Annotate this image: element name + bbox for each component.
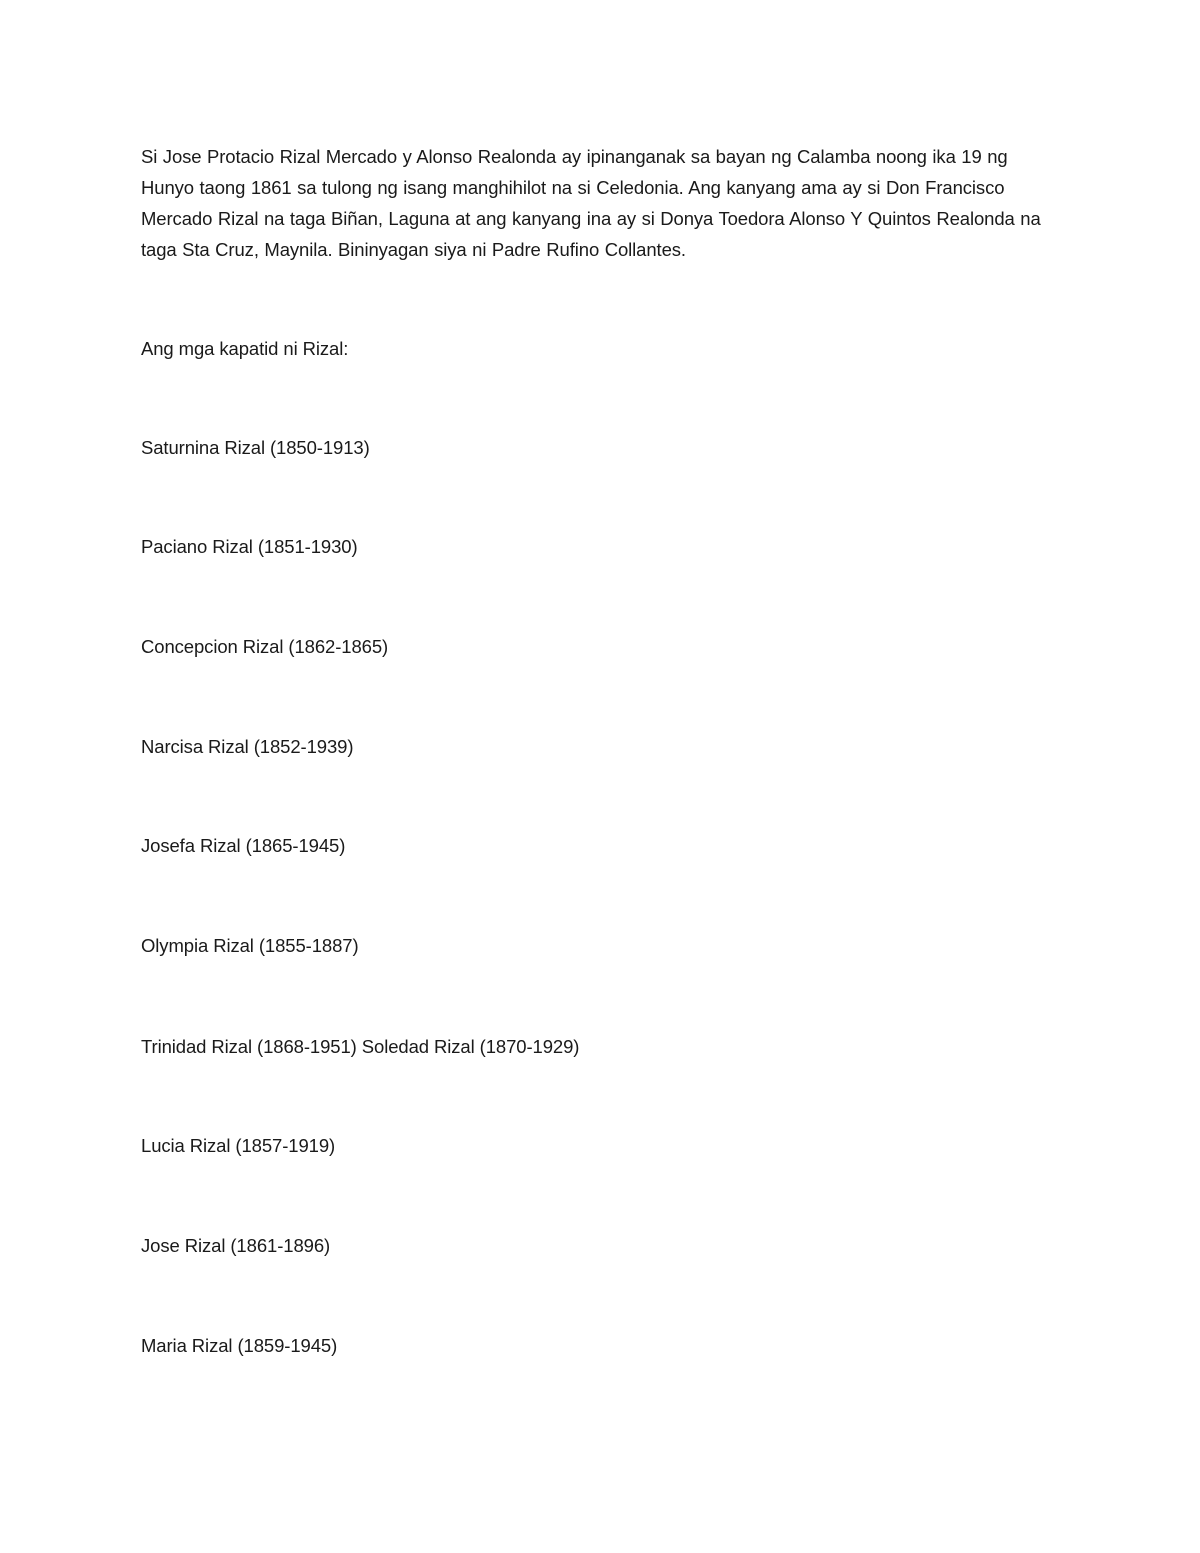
sibling-entry: Josefa Rizal (1865-1945): [141, 835, 346, 856]
intro-paragraph: Si Jose Protacio Rizal Mercado y Alonso Realonda ay ipinanganak sa bayan ng Calamba noong ika 19 ng Hunyo taong 1861 sa tulong ng isang manghihilot na si Celedonia. Ang kanyang ama ay si Don Francisco Mercado Rizal na taga Biñan, Laguna at ang kanyang ina ay si Donya Toedora Alonso Y Quintos Realonda na taga Sta Cruz, Maynila. Bininyagan siya ni Padre Rufino Collantes.: [141, 146, 1041, 260]
sibling-entry: Jose Rizal (1861-1896): [141, 1235, 331, 1256]
sibling-entry: Maria Rizal (1859-1945): [141, 1335, 338, 1356]
sibling-entry: Olympia Rizal (1855-1887): [141, 935, 359, 956]
siblings-heading: Ang mga kapatid ni Rizal:: [141, 338, 349, 359]
sibling-entry: Concepcion Rizal (1862-1865): [141, 636, 389, 657]
sibling-entry: Paciano Rizal (1851-1930): [141, 536, 358, 557]
sibling-entry: Saturnina Rizal (1850-1913): [141, 437, 370, 458]
sibling-entry: Lucia Rizal (1857-1919): [141, 1135, 336, 1156]
sibling-entry: Narcisa Rizal (1852-1939): [141, 736, 354, 757]
sibling-entry: Trinidad Rizal (1868-1951) Soledad Rizal (1870-1929): [141, 1036, 580, 1057]
